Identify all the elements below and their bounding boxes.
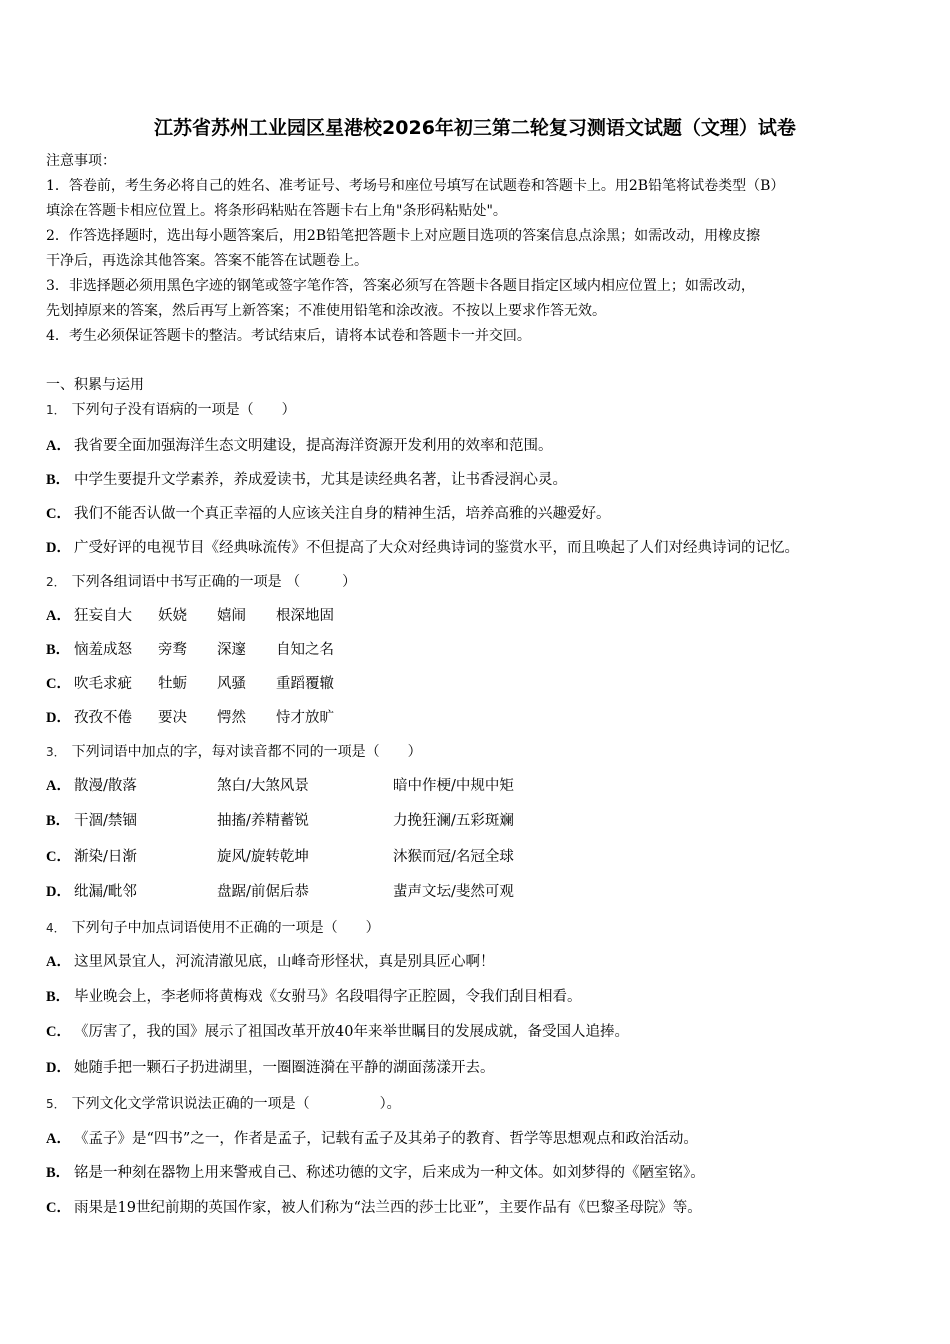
q3-pair: 煞白/大煞风景 [217, 778, 309, 794]
option-label: D． [46, 884, 71, 900]
question-2-stem [46, 573, 356, 591]
q2-word: 旁骛 [158, 642, 187, 658]
option-text: 我们不能否认做一个真正幸福的人应该关注自身的精神生活，培养高雅的兴趣爱好。 [74, 506, 611, 522]
option-label: C． [46, 506, 71, 522]
q2-word: 吹毛求疵 [74, 676, 132, 692]
option-label: D． [46, 540, 71, 556]
q2-word: 重蹈覆辙 [276, 676, 334, 692]
option-text: 我省要全面加强海洋生态文明建设，提高海洋资源开发利用的效率和范围。 [74, 438, 553, 454]
q5-option-c [46, 1199, 702, 1217]
q2-option-a [46, 607, 74, 625]
q2-word: 嬉闹 [217, 608, 246, 624]
question-text: 下列句子没有语病的一项是（ ） [71, 402, 296, 418]
notice-line: 先划掉原来的答案，然后再写上新答案；不准使用铅笔和涂改液。不按以上要求作答无效。 [46, 303, 606, 319]
q1-option-b [46, 471, 567, 489]
notice-line: 3．非选择题必须用黑色字迹的钢笔或签字笔作答，答案必须写在答题卡各题目指定区域内相应位置上；如需改动， [46, 278, 755, 294]
option-label: C． [46, 1024, 71, 1040]
option-label: C． [46, 676, 71, 692]
q2-word: 孜孜不倦 [74, 710, 132, 726]
q3-option-c [46, 848, 74, 866]
q3-pair: 渐染/日渐 [74, 849, 137, 865]
section-heading: 一、积累与运用 [46, 377, 144, 393]
q3-option-a [46, 777, 74, 795]
question-text: 下列各组词语中书写正确的一项是 （ ） [71, 574, 357, 590]
q3-option-b [46, 812, 74, 830]
option-label: B． [46, 642, 71, 658]
option-label: B． [46, 813, 71, 829]
option-text: 广受好评的电视节目《经典咏流传》不但提高了大众对经典诗词的鉴赏水平，而且唤起了人们对经典诗词的记忆。 [74, 540, 799, 556]
option-label: D． [46, 710, 71, 726]
option-label: D． [46, 1060, 71, 1076]
option-label: C． [46, 849, 71, 865]
q3-pair: 抽搐/养精蓄锐 [217, 813, 309, 829]
option-label: B． [46, 1165, 71, 1181]
option-label: B． [46, 989, 71, 1005]
q2-word: 深邃 [217, 642, 246, 658]
q3-option-d [46, 883, 74, 901]
question-number: 4． [46, 921, 66, 935]
q1-option-a [46, 437, 553, 455]
page-title: 江苏省苏州工业园区星港校2026年初三第二轮复习测语文试题（文理）试卷 [154, 117, 796, 139]
q2-word: 恼羞成怒 [74, 642, 132, 658]
question-text: 下列词语中加点的字，每对读音都不同的一项是（ ） [71, 744, 422, 760]
option-label: A． [46, 608, 71, 624]
option-text: 雨果是19世纪前期的英国作家，被人们称为“法兰西的莎士比亚”，主要作品有《巴黎圣母院》等。 [74, 1200, 702, 1216]
notice-line: 1．答卷前，考生务必将自己的姓名、准考证号、考场号和座位号填写在试题卷和答题卡上。用2B铅笔将试卷类型（B） [46, 178, 785, 194]
q3-pair: 盘踞/前倨后恭 [217, 884, 309, 900]
notice-line: 4．考生必须保证答题卡的整洁。考试结束后，请将本试卷和答题卡一并交回。 [46, 328, 531, 344]
q2-option-b [46, 641, 74, 659]
notice-heading: 注意事项： [46, 153, 116, 169]
q4-option-d [46, 1059, 495, 1077]
option-text: 《厉害了，我的国》展示了祖国改革开放40年来举世瞩目的发展成就，备受国人追捧。 [74, 1024, 629, 1040]
q2-word: 狂妄自大 [74, 608, 132, 624]
notice-line: 填涂在答题卡相应位置上。将条形码粘贴在答题卡右上角"条形码粘贴处"。 [46, 203, 507, 219]
question-3-stem [46, 743, 422, 761]
question-text: 下列句子中加点词语使用不正确的一项是（ ） [71, 920, 380, 936]
q4-option-a [46, 953, 495, 971]
q3-pair: 蜚声文坛/斐然可观 [393, 884, 514, 900]
option-label: C． [46, 1200, 71, 1216]
question-5-stem [46, 1095, 401, 1113]
q5-option-a [46, 1130, 698, 1148]
option-text: 《孟子》是“四书”之一，作者是孟子，记载有孟子及其弟子的教育、哲学等思想观点和政治活动。 [74, 1131, 698, 1147]
question-4-stem [46, 919, 380, 937]
notice-line: 2．作答选择题时，选出每小题答案后，用2B铅笔把答题卡上对应题目选项的答案信息点涂黑；如需改动，用橡皮擦 [46, 228, 761, 244]
option-text: 这里风景宜人，河流清澈见底，山峰奇形怪状，真是别具匠心啊！ [74, 954, 495, 970]
q2-word: 自知之名 [276, 642, 334, 658]
option-text: 毕业晚会上，李老师将黄梅戏《女驸马》名段唱得字正腔圆，令我们刮目相看。 [74, 989, 582, 1005]
option-label: A． [46, 438, 71, 454]
q3-pair: 沐猴而冠/名冠全球 [393, 849, 514, 865]
q3-pair: 力挽狂澜/五彩斑斓 [393, 813, 514, 829]
q3-pair: 暗中作梗/中规中矩 [393, 778, 514, 794]
q2-option-d [46, 709, 74, 727]
question-1-stem [46, 401, 296, 419]
q2-word: 根深地固 [276, 608, 334, 624]
q2-option-c [46, 675, 74, 693]
q3-pair: 干涸/禁锢 [74, 813, 137, 829]
q5-option-b [46, 1164, 705, 1182]
q2-word: 要决 [158, 710, 187, 726]
q2-word: 妖娆 [158, 608, 187, 624]
q2-word: 风骚 [217, 676, 246, 692]
option-text: 她随手把一颗石子扔进湖里，一圈圈涟漪在平静的湖面荡漾开去。 [74, 1060, 495, 1076]
option-label: A． [46, 1131, 71, 1147]
q2-word: 愕然 [217, 710, 246, 726]
option-label: B． [46, 472, 71, 488]
question-text: 下列文化文学常识说法正确的一项是（ ）。 [71, 1096, 401, 1112]
q1-option-d [46, 539, 799, 557]
option-label: A． [46, 954, 71, 970]
q3-pair: 散漫/散落 [74, 778, 137, 794]
option-text: 铭是一种刻在器物上用来警戒自己、称述功德的文字，后来成为一种文体。如刘梦得的《陋室铭》。 [74, 1165, 705, 1181]
q3-pair: 纰漏/毗邻 [74, 884, 137, 900]
q3-pair: 旋风/旋转乾坤 [217, 849, 309, 865]
q2-word: 恃才放旷 [276, 710, 334, 726]
question-number: 5． [46, 1097, 66, 1111]
q4-option-b [46, 988, 582, 1006]
question-number: 2． [46, 575, 66, 589]
option-text: 中学生要提升文学素养，养成爱读书，尤其是读经典名著，让书香浸润心灵。 [74, 472, 567, 488]
question-number: 1． [46, 403, 66, 417]
notice-line: 干净后，再选涂其他答案。答案不能答在试题卷上。 [46, 253, 368, 269]
q1-option-c [46, 505, 611, 523]
option-label: A． [46, 778, 71, 794]
q4-option-c [46, 1023, 629, 1041]
question-number: 3． [46, 745, 66, 759]
q2-word: 牡蛎 [158, 676, 187, 692]
